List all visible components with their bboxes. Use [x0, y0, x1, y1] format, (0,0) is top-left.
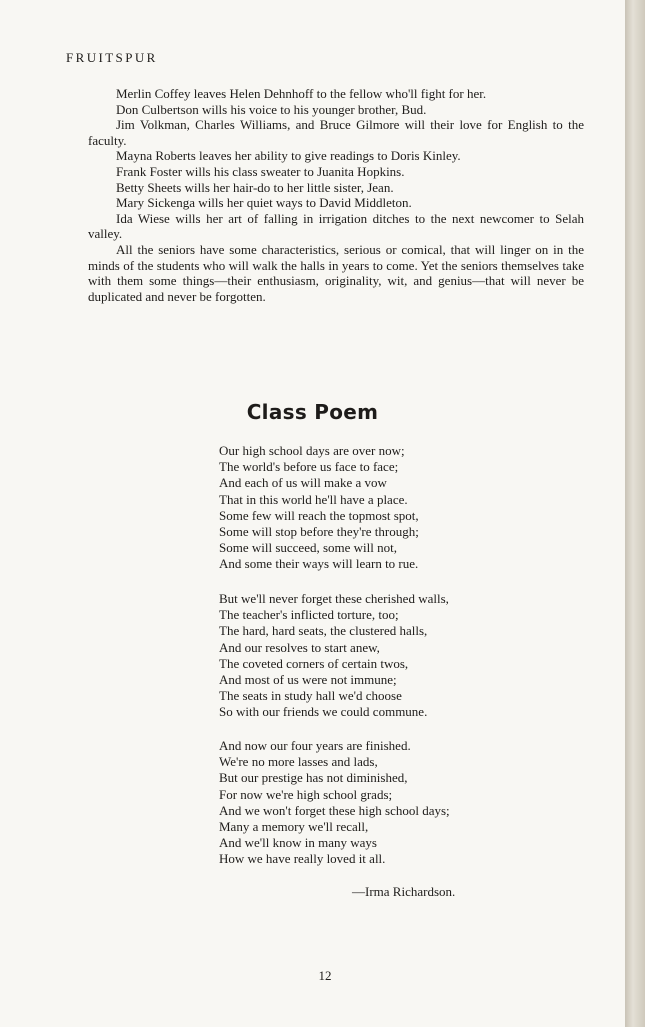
poem-line: And we'll know in many ways	[219, 835, 377, 851]
poem-line: And some their ways will learn to rue.	[219, 556, 419, 572]
will-paragraph: Mayna Roberts leaves her ability to give readings to Doris Kinley.	[116, 148, 461, 164]
poem-line: We're no more lasses and lads,	[219, 754, 378, 770]
page-number: 12	[318, 968, 332, 983]
poem-line: And our resolves to start anew,	[219, 639, 380, 655]
will-paragraph: Frank Foster wills his class sweater to Juanita Hopkins.	[116, 163, 405, 179]
poem-author: —Irma Richardson.	[352, 884, 456, 899]
wills-section	[88, 86, 584, 304]
poem-line: For now we're high school grads;	[219, 786, 393, 802]
poem-line: The hard, hard seats, the clustered halls,	[219, 623, 428, 639]
poem-line: Some will succeed, some will not,	[219, 540, 398, 556]
poem-line: The world's before us face to face;	[219, 459, 399, 475]
poem-line: The seats in study hall we'd choose	[219, 688, 402, 704]
poem-stanza-3	[219, 738, 450, 868]
poem-stanza-1	[219, 443, 419, 573]
poem-line: The teacher's inflicted torture, too;	[219, 607, 399, 623]
poem-line: Many a memory we'll recall,	[219, 819, 369, 835]
will-paragraph: Mary Sickenga wills her quiet ways to David Middleton.	[116, 195, 412, 211]
poem-line: So with our friends we could commune.	[219, 704, 428, 720]
poem-line: And most of us were not immune;	[219, 672, 397, 688]
poem-line: Our high school days are over now;	[219, 443, 405, 458]
poem-line: Some few will reach the topmost spot,	[219, 507, 419, 523]
closing-paragraph: All the seniors have some characteristics, serious or comical, that will linger on in the minds of the students who will walk the halls in years to come. Yet the seniors themselves take with them some things—their enthusiasm, originality, wit, and genius—that will never be duplicated and never be forgotten.	[88, 241, 584, 304]
will-paragraph: Betty Sheets wills her hair-do to her little sister, Jean.	[116, 179, 394, 195]
poem-line: How we have really loved it all.	[219, 851, 386, 867]
poem-line: That in this world he'll have a place.	[219, 491, 408, 507]
will-paragraph: Don Culbertson wills his voice to his younger brother, Bud.	[116, 101, 427, 117]
page-edge	[625, 0, 645, 1027]
will-paragraph: Jim Volkman, Charles Williams, and Bruce Gilmore will their love for English to the faculty.	[88, 117, 584, 148]
poem-line: Some will stop before they're through;	[219, 524, 419, 540]
will-paragraph: Merlin Coffey leaves Helen Dehnhoff to the fellow who'll fight for her.	[116, 86, 487, 101]
will-paragraph: Ida Wiese wills her art of falling in irrigation ditches to the next newcomer to Selah valley.	[88, 210, 584, 242]
poem-stanza-2	[219, 591, 449, 721]
poem-title: Class Poem	[246, 400, 379, 424]
poem-line: The coveted corners of certain twos,	[219, 655, 409, 671]
running-head: FRUITSPUR	[66, 50, 158, 65]
poem-line: But we'll never forget these cherished walls,	[219, 591, 449, 606]
poem-line: And each of us will make a vow	[219, 475, 387, 491]
poem-line: But our prestige has not diminished,	[219, 770, 408, 786]
poem-line: And we won't forget these high school days;	[219, 802, 450, 818]
poem-line: And now our four years are finished.	[219, 738, 411, 753]
